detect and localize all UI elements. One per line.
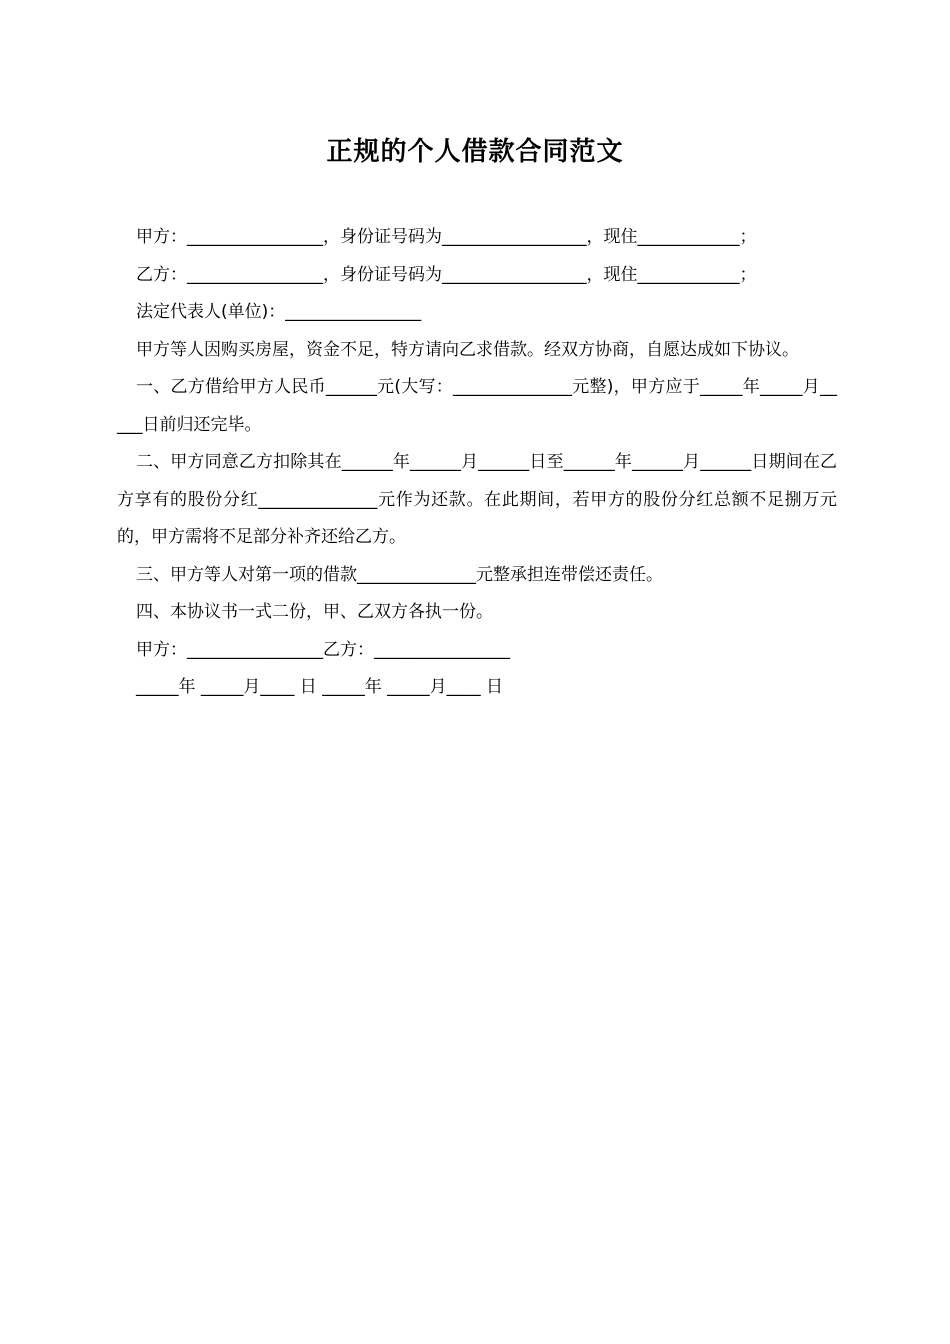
clause-1: 一、乙方借给甲方人民币______元(大写：______________元整)，甲方应于_____年_____月_____日前归还完毕。: [117, 377, 837, 435]
document-body: [117, 219, 837, 707]
clause-2: 二、甲方同意乙方扣除其在______年______月______日至______年______月______日期间在乙方享有的股份分红______________元作为还款。在此期间，若甲方的股份分红总额不足捌万元的，甲方需将不足部分补齐还给乙方。: [117, 452, 837, 547]
party-b-info: 乙方：________________，身份证号码为_________________，现住____________；: [136, 264, 757, 285]
preamble: 甲方等人因购买房屋，资金不足，特方请向乙求借款。经双方协商，自愿达成如下协议。: [136, 339, 799, 360]
party-a-info: 甲方：________________，身份证号码为_________________，现住____________；: [136, 227, 757, 247]
legal-representative: 法定代表人(单位)：________________: [136, 302, 422, 322]
clause-4: 四、本协议书一式二份，甲、乙双方各执一份。: [136, 602, 493, 622]
clause-3: 三、甲方等人对第一项的借款______________元整承担连带偿还责任。: [136, 564, 663, 585]
signature-line: 甲方：________________乙方：________________: [136, 639, 510, 660]
document-title: 正规的个人借款合同范文: [326, 137, 624, 167]
date-line: _____年 _____月____ 日 _____年 _____月____ 日: [136, 677, 504, 697]
